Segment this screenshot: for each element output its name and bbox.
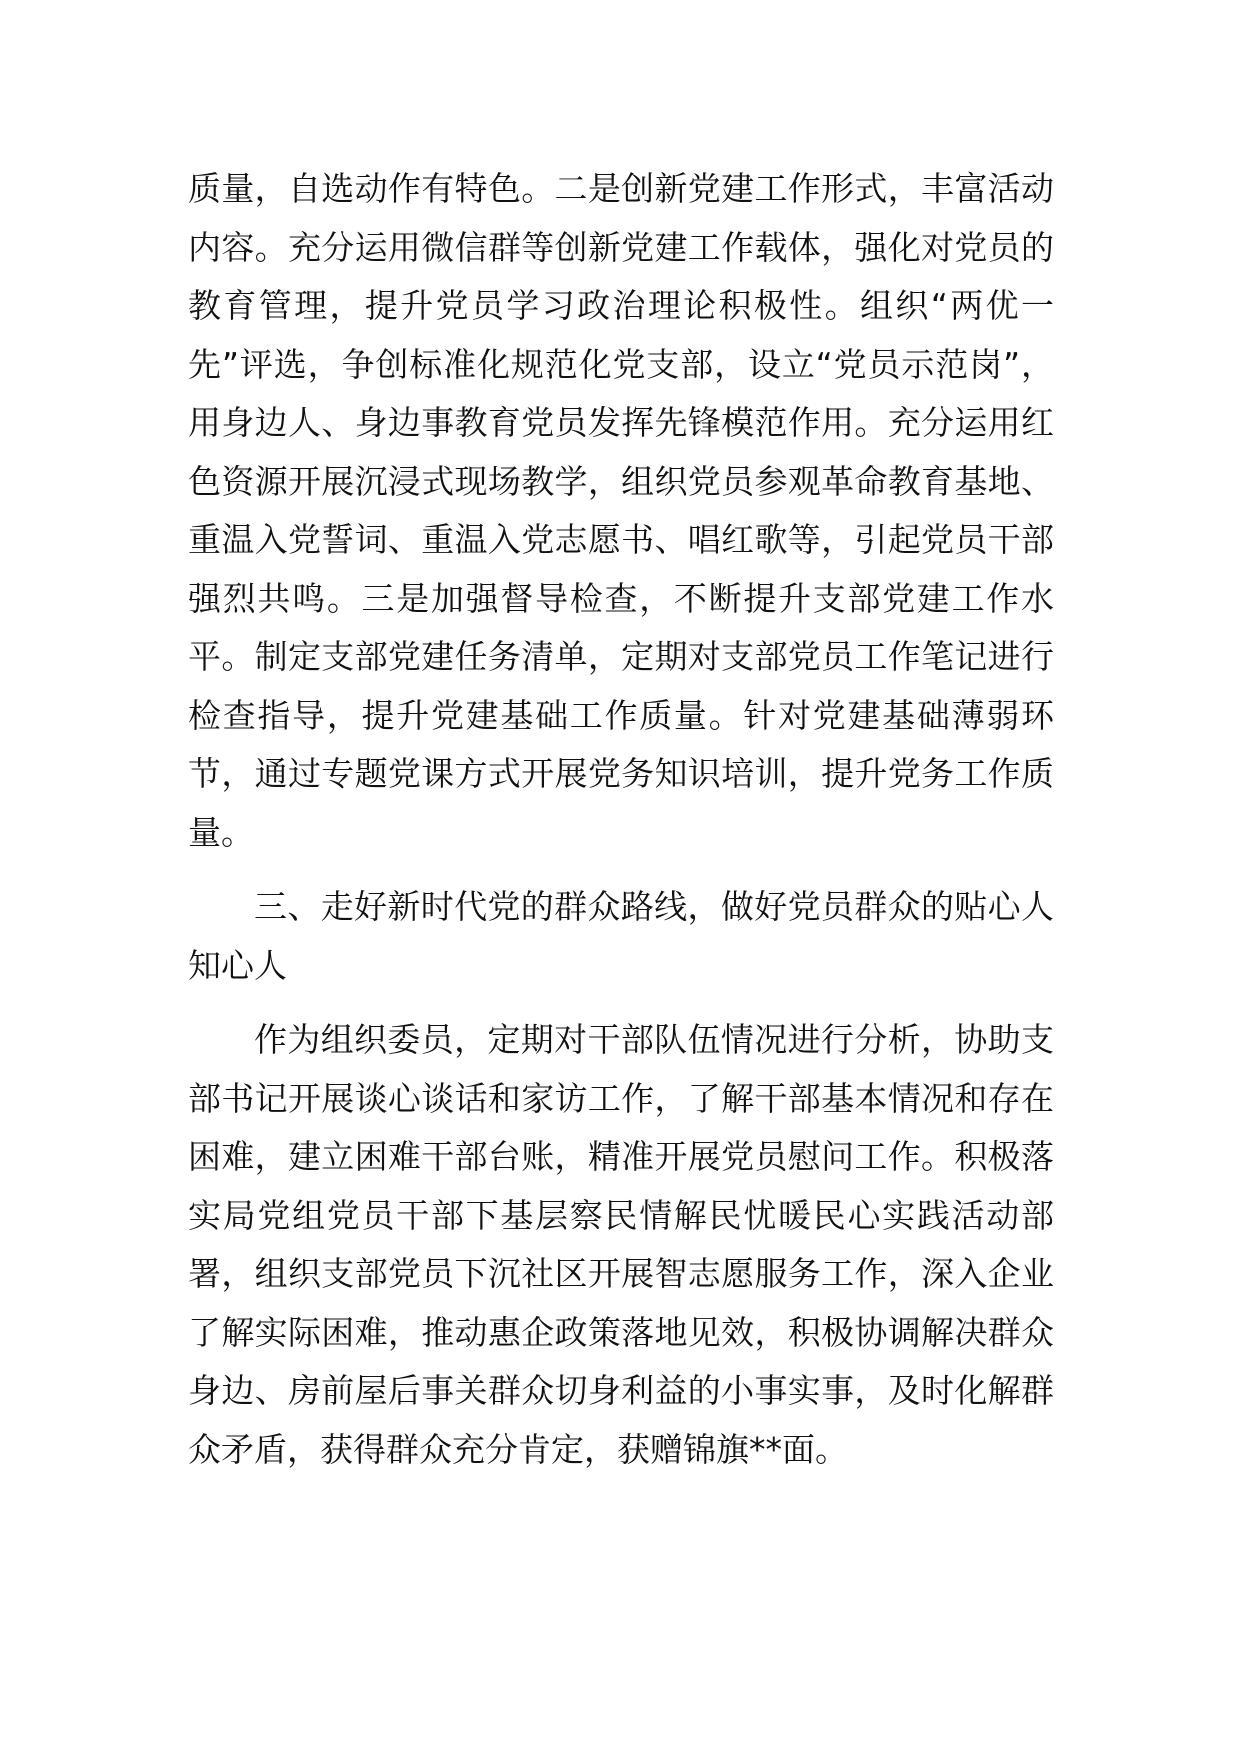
paragraph-continuation: 质量，自选动作有特色。二是创新党建工作形式，丰富活动内容。充分运用微信群等创新党建工作载体，强化对党员的教育管理，提升党员学习政治理论积极性。组织“两优一先”评选，争创标准化规范化党支部，设立“党员示范岗”，用身边人、身边事教育党员发挥先锋模范作用。充分运用红色资源开展沉浸式现场教学，组织党员参观革命教育基地、重温入党誓词、重温入党志愿书、唱红歌等，引起党员干部强烈共鸣。三是加强督导检查，不断提升支部党建工作水平。制定支部党建任务清单，定期对支部党员工作笔记进行检查指导，提升党建基础工作质量。针对党建基础薄弱环节，通过专题党课方式开展党务知识培训，提升党务工作质量。 <box>188 169 1054 852</box>
section-heading: 三、走好新时代党的群众路线，做好党员群众的贴心人知心人 <box>188 887 1054 985</box>
document-body <box>188 160 1054 1495</box>
paragraph-organization-work: 作为组织委员，定期对干部队伍情况进行分析，协助支部书记开展谈心谈话和家访工作，了解干部基本情况和存在困难，建立困难干部台账，精准开展党员慰问工作。积极落实局党组党员干部下基层察民情解民忧暖民心实践活动部署，组织支部党员下沉社区开展智志愿服务工作，深入企业了解实际困难，推动惠企政策落地见效，积极协调解决群众身边、房前屋后事关群众切身利益的小事实事，及时化解群众矛盾，获得群众充分肯定，获赠锦旗**面。 <box>188 1020 1054 1469</box>
